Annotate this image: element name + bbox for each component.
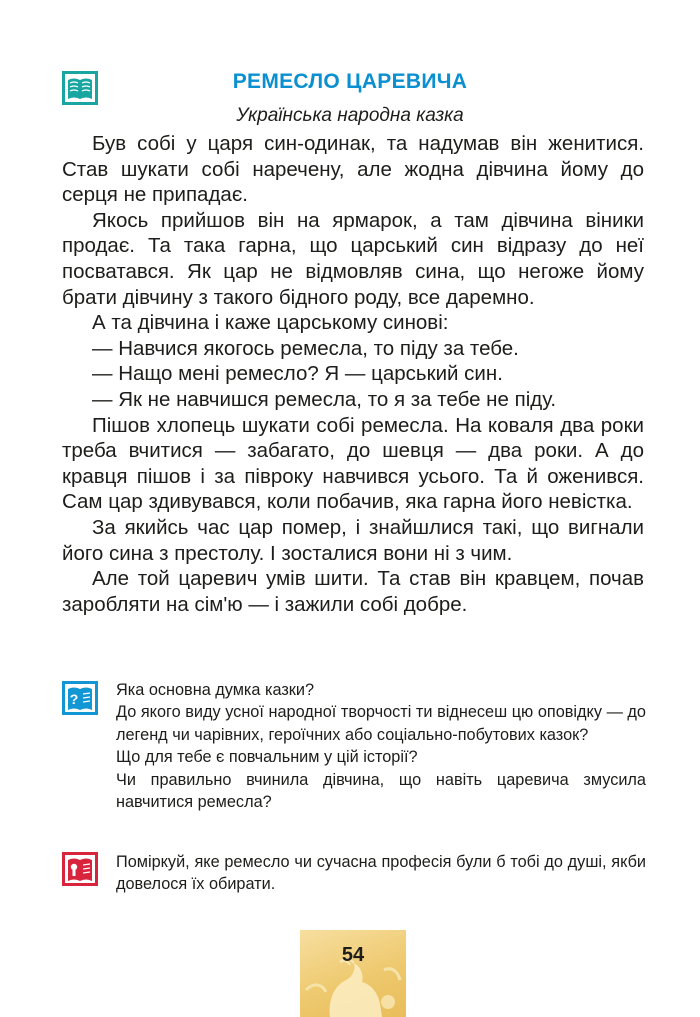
svg-text:?: ? [69,691,79,707]
story-paragraph: А та дівчина і каже царському синові: [92,311,449,335]
page-title: РЕМЕСЛО ЦАРЕВИЧА [232,70,468,93]
think-book-icon [62,852,98,886]
story-subtitle: Українська народна казка [236,105,464,126]
story-paragraph: Був собі у царя син-одинак, та надумав він женитися. Став шукати собі наречену, але жодна дівчина йому до серця не припадає. [62,132,644,207]
questions-list [116,679,646,813]
think-prompt: Поміркуй, яке ремесло чи сучасна професія були б тобі до душі, якби довелося їх обирати. [116,853,646,894]
page-number-badge [300,930,406,1017]
question-item: До якого виду усної народної творчості ти віднесеш цю оповідку — до легенд чи чарівних, героїчних або соціально-побутових казок? [116,703,646,744]
question-item: Яка основна думка казки? [116,681,315,699]
story-paragraph: Якось прийшов він на ярмарок, а там дівчина віники продає. Та така гарна, що царський син відразу до неї посватався. Як цар не відмовляв сина, що негоже йому брати дівчину з такого бідного роду, все даремно. [62,208,644,309]
story-paragraph: Але той царевич умів шити. Та став він кравцем, почав заробляти на сім'ю — і зажили собі добре. [62,567,644,616]
question-item: Що для тебе є повчальним у цій історії? [116,748,418,767]
story-text [62,131,644,617]
page-number: 54 [341,944,365,966]
question-book-icon [62,681,98,715]
story-dialogue-line: — Нащо мені ремесло? Я — царський син. [92,362,503,386]
story-paragraph: Пішов хлопець шукати собі ремесла. На коваля два роки треба вчитися — забагато, до шевця — два роки. А до кравця пішов і за півроку навчився усього. Та й оженився. Сам цар здивувався, коли побачив, яка гарна його невістка. [62,413,644,514]
story-dialogue-line: — Навчися якогось ремесла, то піду за тебе. [92,336,519,360]
story-dialogue-line: — Як не навчишся ремесла, то я за тебе не піду. [92,387,557,411]
story-paragraph: За якийсь час цар помер, і знайшлися такі, що вигнали його сина з престолу. І зосталися вони ні з чим. [62,515,644,565]
question-item: Чи правильно вчинила дівчина, що навіть царевича змусила навчитися ремесла? [116,770,646,812]
